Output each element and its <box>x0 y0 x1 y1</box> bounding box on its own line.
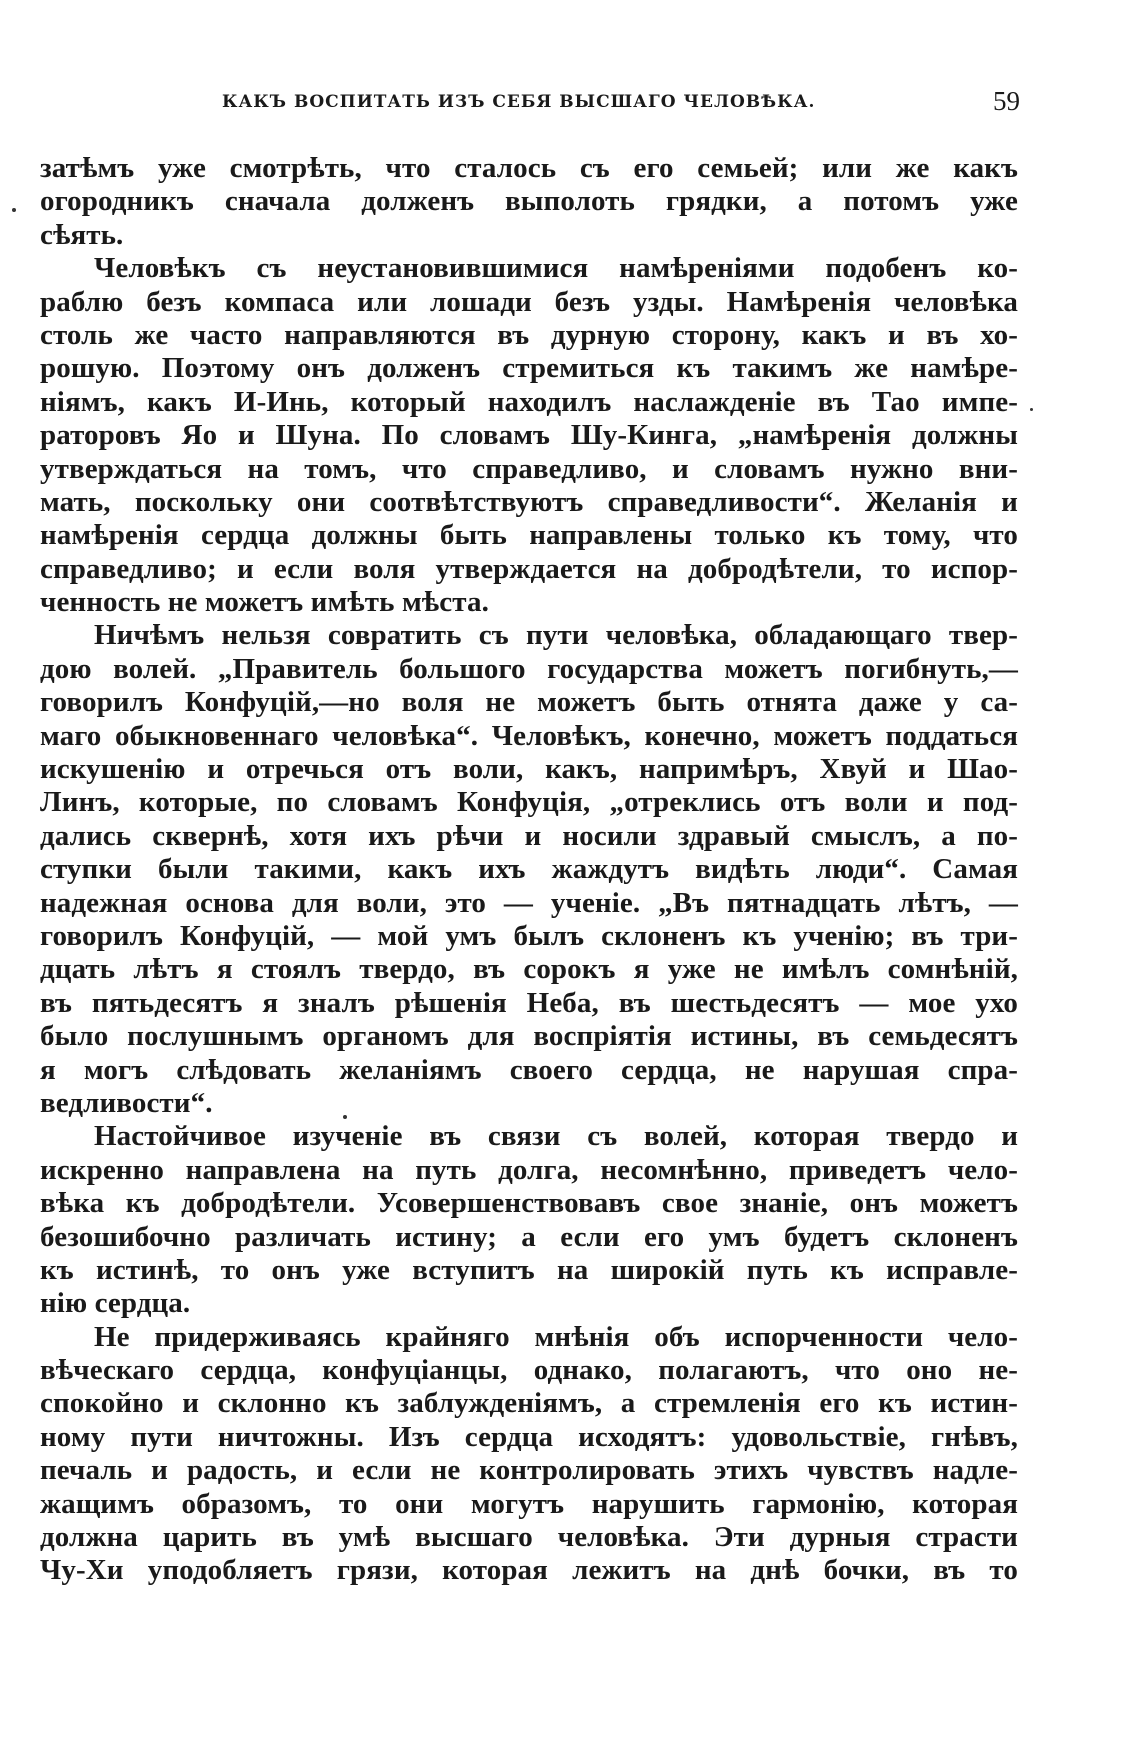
text-line: утверждаться на томъ, что справедливо, и словамъ нужно вни- <box>40 452 1018 485</box>
text-line: вѣка къ добродѣтели. Усовершенствовавъ свое знаніе, онъ можетъ <box>40 1187 1018 1220</box>
text-line: ведливости“. <box>40 1086 213 1119</box>
paragraph-start-line: Человѣкъ съ неустановившимися намѣреніями подобенъ ко- <box>94 252 1018 285</box>
page-number: 59 <box>993 86 1020 116</box>
text-line: искушенію и отречься отъ воли, какъ, напримѣръ, Хвуй и Шао- <box>40 753 1018 786</box>
text-line: ному пути ничтожны. Изъ сердца исходятъ: удовольствіе, гнѣвъ, <box>40 1420 1018 1453</box>
text-line: справедливо; и если воля утверждается на добродѣтели, то испор- <box>40 552 1018 585</box>
text-line: мать, поскольку они соотвѣтствуютъ справедливости“. Желанія и <box>40 485 1018 518</box>
text-line: ченность не можетъ имѣть мѣста. <box>40 586 489 619</box>
body-text <box>40 152 1018 1588</box>
text-line: говорилъ Конфуцій, — мой умъ былъ склоненъ къ ученію; въ три- <box>40 919 1018 952</box>
text-line: говорилъ Конфуцій,—но воля не можетъ быть отнята даже у са- <box>40 686 1018 719</box>
text-line: въ пятьдесятъ я зналъ рѣшенія Неба, въ шестьдесятъ — мое ухо <box>40 986 1018 1019</box>
paragraph-start-line: Ничѣмъ нельзя совратить съ пути человѣка, обладающаго твер- <box>94 619 1018 652</box>
text-line: маго обыкновеннаго человѣка“. Человѣкъ, конечно, можетъ поддаться <box>40 719 1018 752</box>
text-line: безошибочно различать истину; а если его умъ будетъ склоненъ <box>40 1220 1018 1253</box>
text-line: дою волей. „Правитель большого государства можетъ погибнуть,— <box>40 652 1018 685</box>
text-line: огородникъ сначала долженъ выполоть грядки, а потомъ уже <box>40 185 1018 218</box>
text-line: было послушнымъ органомъ для воспріятія истины, въ семьдесятъ <box>40 1020 1018 1053</box>
running-title: КАКЪ ВОСПИТАТЬ ИЗЪ СЕБЯ ВЫСШАГО ЧЕЛОВѢКА. <box>222 92 816 112</box>
text-line: спокойно и склонно къ заблужденіямъ, а стремленія его къ истин- <box>40 1387 1018 1420</box>
text-line: искренно направлена на путь долга, несомнѣнно, приведетъ чело- <box>40 1153 1018 1186</box>
text-line: печаль и радость, и если не контролировать этихъ чувствъ надле- <box>40 1454 1018 1487</box>
text-line: надежная основа для воли, это — ученіе. „Въ пятнадцать лѣтъ, — <box>40 886 1018 919</box>
paragraph-start-line: Настойчивое изученіе въ связи съ волей, которая твердо и <box>94 1120 1018 1153</box>
scan-speck <box>12 208 16 212</box>
text-line: затѣмъ уже смотрѣть, что сталось съ его семьей; или же какъ <box>40 152 1018 184</box>
text-line: раторовъ Яо и Шуна. По словамъ Шу-Кинга, „намѣренія должны <box>40 419 1018 452</box>
text-line: раблю безъ компаса или лошади безъ узды. Намѣренія человѣка <box>40 285 1018 318</box>
text-line: намѣренія сердца должны быть направлены только къ тому, что <box>40 519 1018 552</box>
text-line: рошую. Поэтому онъ долженъ стремиться къ такимъ же намѣре- <box>40 352 1018 385</box>
text-line: сѣять. <box>40 218 124 251</box>
text-line: жащимъ образомъ, то они могутъ нарушить гармонію, которая <box>40 1487 1018 1520</box>
text-line: должна царить въ умѣ высшаго человѣка. Эти дурныя страсти <box>40 1521 1018 1554</box>
text-line: столь же часто направляются въ дурную сторону, какъ и въ хо- <box>40 318 1018 351</box>
paragraph-start-line: Не придерживаясь крайняго мнѣнія объ испорченности чело- <box>94 1320 1018 1353</box>
text-line: нію сердца. <box>40 1287 191 1320</box>
text-line: ніямъ, какъ И-Инь, который находилъ наслажденіе въ Тао импе- <box>40 385 1018 418</box>
text-line: дцать лѣтъ я стоялъ твердо, въ сорокъ я уже не имѣлъ сомнѣній, <box>40 953 1018 986</box>
text-line: я могъ слѣдовать желаніямъ своего сердца, не нарушая спра- <box>40 1053 1018 1086</box>
text-line: Чу-Хи уподобляетъ грязи, которая лежитъ на днѣ бочки, въ то <box>40 1554 1018 1587</box>
text-line: Линъ, которые, по словамъ Конфуція, „отреклись отъ воли и под- <box>40 786 1018 819</box>
text-line: ступки были такими, какъ ихъ жаждутъ видѣть люди“. Самая <box>40 853 1018 886</box>
text-line: вѣческаго сердца, конфуціанцы, однако, полагаютъ, что оно не- <box>40 1354 1018 1387</box>
text-line: къ истинѣ, то онъ уже вступитъ на широкій путь къ исправле- <box>40 1253 1018 1286</box>
text-line: дались сквернѣ, хотя ихъ рѣчи и носили здравый смыслъ, а по- <box>40 819 1018 852</box>
running-head <box>60 88 1020 122</box>
scan-speck <box>1030 408 1033 411</box>
